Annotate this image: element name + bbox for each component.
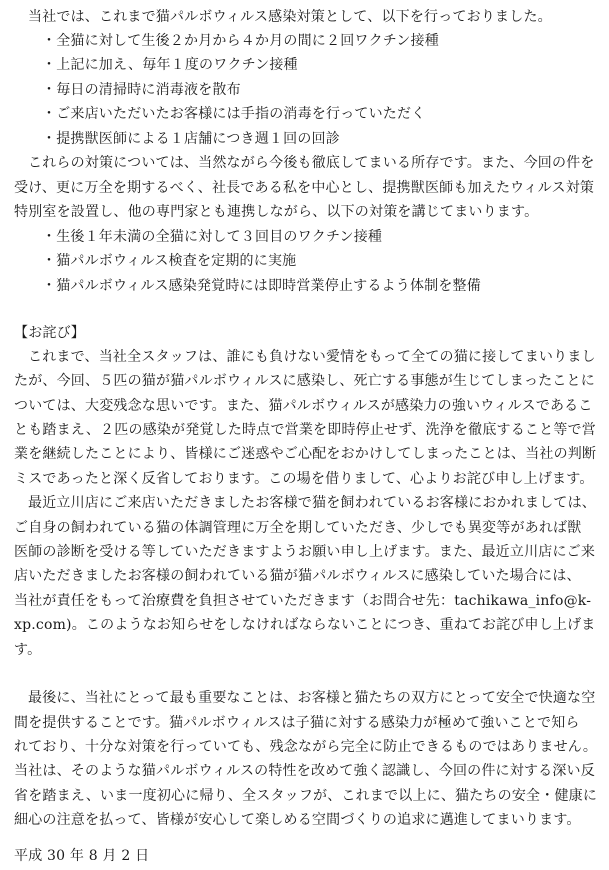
customer-paragraph-line: 医師の診断を受ける等していただきますようお願い申し上げます。また、最近立川店にご来 bbox=[14, 544, 596, 560]
future-paragraph-line: 特別室を設置し、他の専門家とも連携しながら、以下の対策を講じてまいります。 bbox=[14, 204, 539, 220]
intro-text: 当社では、これまで猫パルボウィルス感染対策として、以下を行っておりました。 bbox=[28, 9, 552, 25]
closing-paragraph-line: 当社は、そのような猫パルボウィルスの特性を改めて強く認識し、今回の件に対する深い反 bbox=[14, 763, 595, 779]
closing-paragraph-line: 最後に、当社にとって最も重要なことは、お客様と猫たちの双方にとって安全で快適な空 bbox=[28, 690, 596, 706]
closing-paragraph-line: 細心の注意を払って、皆様が安心して楽しめる空間づくりの追求に邁進してまいります。 bbox=[14, 812, 581, 828]
future-paragraph-line: これらの対策については、当然ながら今後も徹底してまいる所存です。また、今回の件を bbox=[28, 155, 595, 171]
customer-paragraph-line: 最近立川店にご来店いただきましたお客様で猫を飼われているお客様におかれましては、 bbox=[28, 495, 596, 511]
past-measure-item: ・ご来店いただいたお客様には手指の消毒を行っていただく bbox=[42, 106, 426, 122]
apology-paragraph-line: ミスであったと深く反省しております。この場を借りまして、心よりお詫び申し上げます。 bbox=[14, 471, 594, 487]
customer-paragraph-line: 当社が責任をもって治療費を負担させていただきます（お問合せ先：tachikawa_info@k- bbox=[14, 593, 592, 609]
apology-paragraph-line: ついては、大変残念な思いです。また、猫パルボウィルスが感染力の強いウィルスであるこ bbox=[14, 398, 593, 414]
customer-paragraph-line: 店いただきましたお客様の飼われている猫が猫パルボウィルスに感染していた場合には、 bbox=[14, 568, 581, 584]
closing-paragraph-line: 省を踏まえ、いま一度初心に帰り、全スタッフが、これまで以上に、猫たちの安全・健康に bbox=[14, 788, 598, 804]
past-measure-item: ・全猫に対して生後２か月から４か月の間に２回ワクチン接種 bbox=[42, 33, 439, 49]
new-measure-item: ・生後１年未満の全猫に対して３回目のワクチン接種 bbox=[42, 229, 383, 245]
closing-paragraph-line: れており、十分な対策を行っていても、残念ながら完全に防止できるものではありません。 bbox=[14, 739, 598, 755]
apology-paragraph-line: これまで、当社全スタッフは、誰にも負けない愛情をもって全ての猫に接してまいりまし bbox=[28, 349, 596, 365]
document-date: 平成 30 年 8 月 2 日 bbox=[14, 848, 150, 864]
past-measure-item: ・提携獣医師による１店舗につき週１回の回診 bbox=[42, 131, 340, 147]
apology-paragraph-line: 業を継続したことにより、皆様にご迷惑やご心配をおかけしてしまったことは、当社の判断 bbox=[14, 446, 597, 462]
apology-paragraph-line: たが、今回、５匹の猫が猫パルボウィルスに感染し、死亡する事態が生じてしまったことに bbox=[14, 373, 595, 389]
customer-paragraph-line: す。 bbox=[14, 642, 42, 658]
apology-paragraph-line: とも踏まえ、２匹の感染が発覚した時点で営業を即時停止せず、洗浄を徹底すること等で営 bbox=[14, 422, 596, 438]
past-measure-item: ・上記に加え、毎年１度のワクチン接種 bbox=[42, 57, 298, 73]
future-paragraph-line: 受け、更に万全を期するべく、社長である私を中心とし、提携獣医師も加えたウィルス対策 bbox=[14, 180, 595, 196]
closing-paragraph-line: 間を提供することです。猫パルボウィルスは子猫に対する感染力が極めて強いことで知ら bbox=[14, 715, 580, 731]
new-measure-item: ・猫パルボウィルス検査を定期的に実施 bbox=[42, 253, 297, 269]
customer-paragraph-line: ご自身の飼われている猫の体調管理に万全を期していただき、少しでも異変等があれば獣 bbox=[14, 520, 582, 536]
past-measure-item: ・毎日の清掃時に消毒液を散布 bbox=[42, 82, 241, 98]
apology-heading: 【お詫び】 bbox=[14, 325, 85, 341]
customer-paragraph-line: xp.com)。このようなお知らせをしなければならないことにつき、重ねてお詫び申し上げま bbox=[14, 617, 596, 633]
new-measure-item: ・猫パルボウィルス感染発覚時には即時営業停止するよう体制を整備 bbox=[42, 278, 481, 294]
